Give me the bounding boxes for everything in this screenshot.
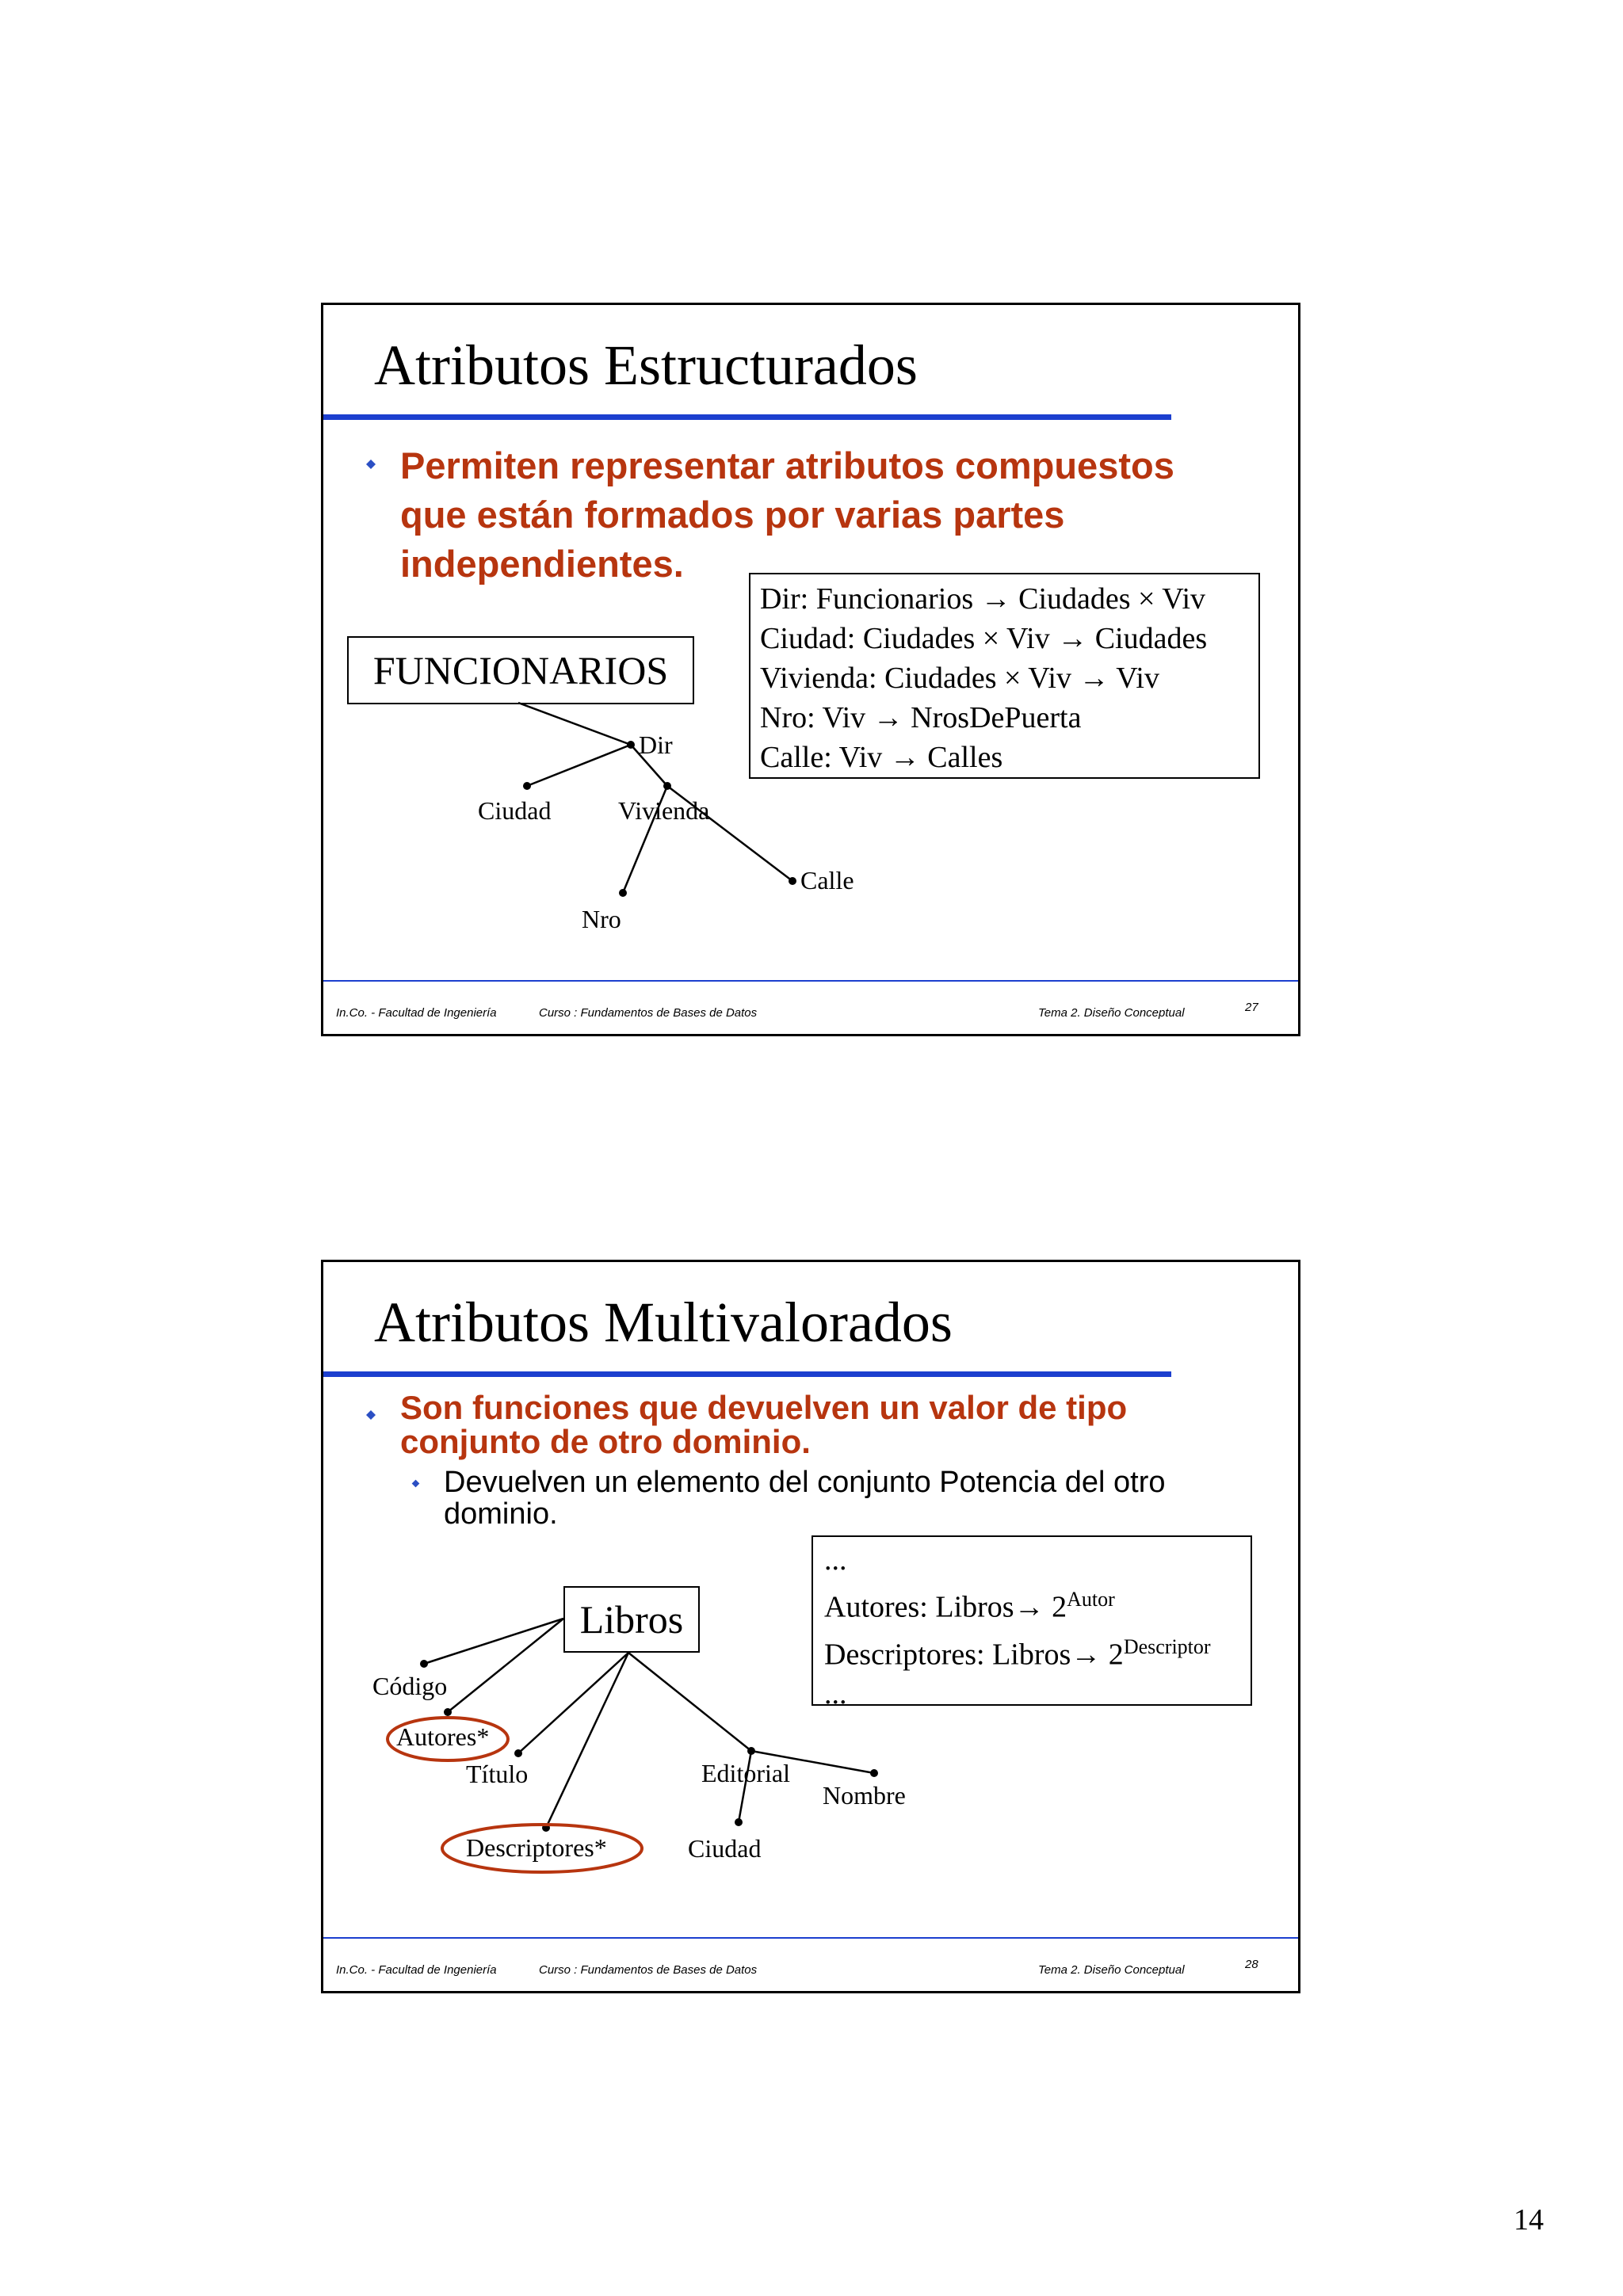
- attribute-tree: [323, 305, 1298, 1034]
- function-line: Vivienda: Ciudades × Viv → Viv: [760, 662, 1159, 695]
- slide-atributos-estructurados: [321, 303, 1300, 1036]
- entity-funcionarios: FUNCIONARIOS: [347, 636, 694, 704]
- entity-libros: Libros: [563, 1586, 700, 1653]
- function-text: Descriptores: Libros→ 2: [824, 1638, 1124, 1672]
- node-dot: [789, 877, 796, 885]
- node-label-ciudad: Ciudad: [478, 796, 552, 825]
- slide-atributos-multivalorados: [321, 1260, 1300, 1993]
- slide-number: 27: [1245, 1001, 1258, 1014]
- bullet-line: Permiten representar atributos compuestos: [400, 444, 1174, 486]
- node-label-nombre: Nombre: [823, 1781, 906, 1810]
- node-dot: [870, 1769, 878, 1777]
- function-line: Dir: Funcionarios → Ciudades × Viv: [760, 582, 1206, 616]
- function-line: ...: [824, 1677, 847, 1711]
- bullet-line: Son funciones que devuelven un valor de tipo: [400, 1389, 1128, 1426]
- function-line: ...: [824, 1543, 847, 1577]
- node-label-titulo: Título: [466, 1760, 529, 1788]
- bullet-line: que están formados por varias partes: [400, 494, 1065, 536]
- footer-topic: Tema 2. Diseño Conceptual: [1038, 1006, 1185, 1020]
- node-label-calle: Calle: [800, 866, 854, 894]
- power-set-superscript: Descriptor: [1123, 1634, 1211, 1658]
- sub-bullet-line: dominio.: [444, 1497, 558, 1531]
- node-label-nro: Nro: [582, 905, 621, 933]
- bullet-line: conjunto de otro dominio.: [400, 1423, 811, 1460]
- page-number: 14: [1514, 2203, 1544, 2237]
- node-dot: [663, 782, 671, 790]
- node-dot: [619, 889, 627, 897]
- node-dot: [444, 1708, 452, 1716]
- function-line: Calle: Viv → Calles: [760, 741, 1003, 774]
- node-label-ciudad: Ciudad: [688, 1834, 762, 1863]
- sub-bullet-line: Devuelven un elemento del conjunto Potencia del otro: [444, 1466, 1166, 1499]
- footer-course: Curso : Fundamentos de Bases de Datos: [539, 1963, 758, 1977]
- node-label-descriptores: Descriptores*: [466, 1833, 607, 1862]
- footer-divider: [323, 1937, 1298, 1939]
- node-dot: [627, 741, 635, 749]
- node-label-dir: Dir: [639, 730, 673, 759]
- bullet-line: independientes.: [400, 543, 684, 585]
- node-dot: [747, 1747, 755, 1755]
- node-label-vivienda: Vivienda: [618, 796, 710, 825]
- node-dot: [735, 1818, 743, 1826]
- footer-institution: In.Co. - Facultad de Ingeniería: [336, 1963, 497, 1977]
- attribute-tree: [323, 1262, 1298, 1991]
- footer-topic: Tema 2. Diseño Conceptual: [1038, 1963, 1185, 1977]
- node-label-autores: Autores*: [396, 1722, 490, 1751]
- node-label-codigo: Código: [372, 1672, 448, 1700]
- footer-divider: [323, 980, 1298, 982]
- slide-number: 28: [1245, 1958, 1258, 1971]
- slide-title: Atributos Multivalorados: [374, 1291, 953, 1354]
- node-dot: [420, 1660, 428, 1668]
- function-line: Ciudad: Ciudades × Viv → Ciudades: [760, 622, 1208, 655]
- function-line: Nro: Viv → NrosDePuerta: [760, 701, 1082, 734]
- slide-title: Atributos Estructurados: [374, 334, 918, 397]
- power-set-superscript: Autor: [1067, 1588, 1115, 1611]
- node-label-editorial: Editorial: [701, 1759, 790, 1787]
- footer-institution: In.Co. - Facultad de Ingeniería: [336, 1006, 497, 1020]
- footer-course: Curso : Fundamentos de Bases de Datos: [539, 1006, 758, 1020]
- node-dot: [514, 1749, 522, 1757]
- node-dot: [523, 782, 531, 790]
- function-text: Autores: Libros→ 2: [824, 1590, 1067, 1624]
